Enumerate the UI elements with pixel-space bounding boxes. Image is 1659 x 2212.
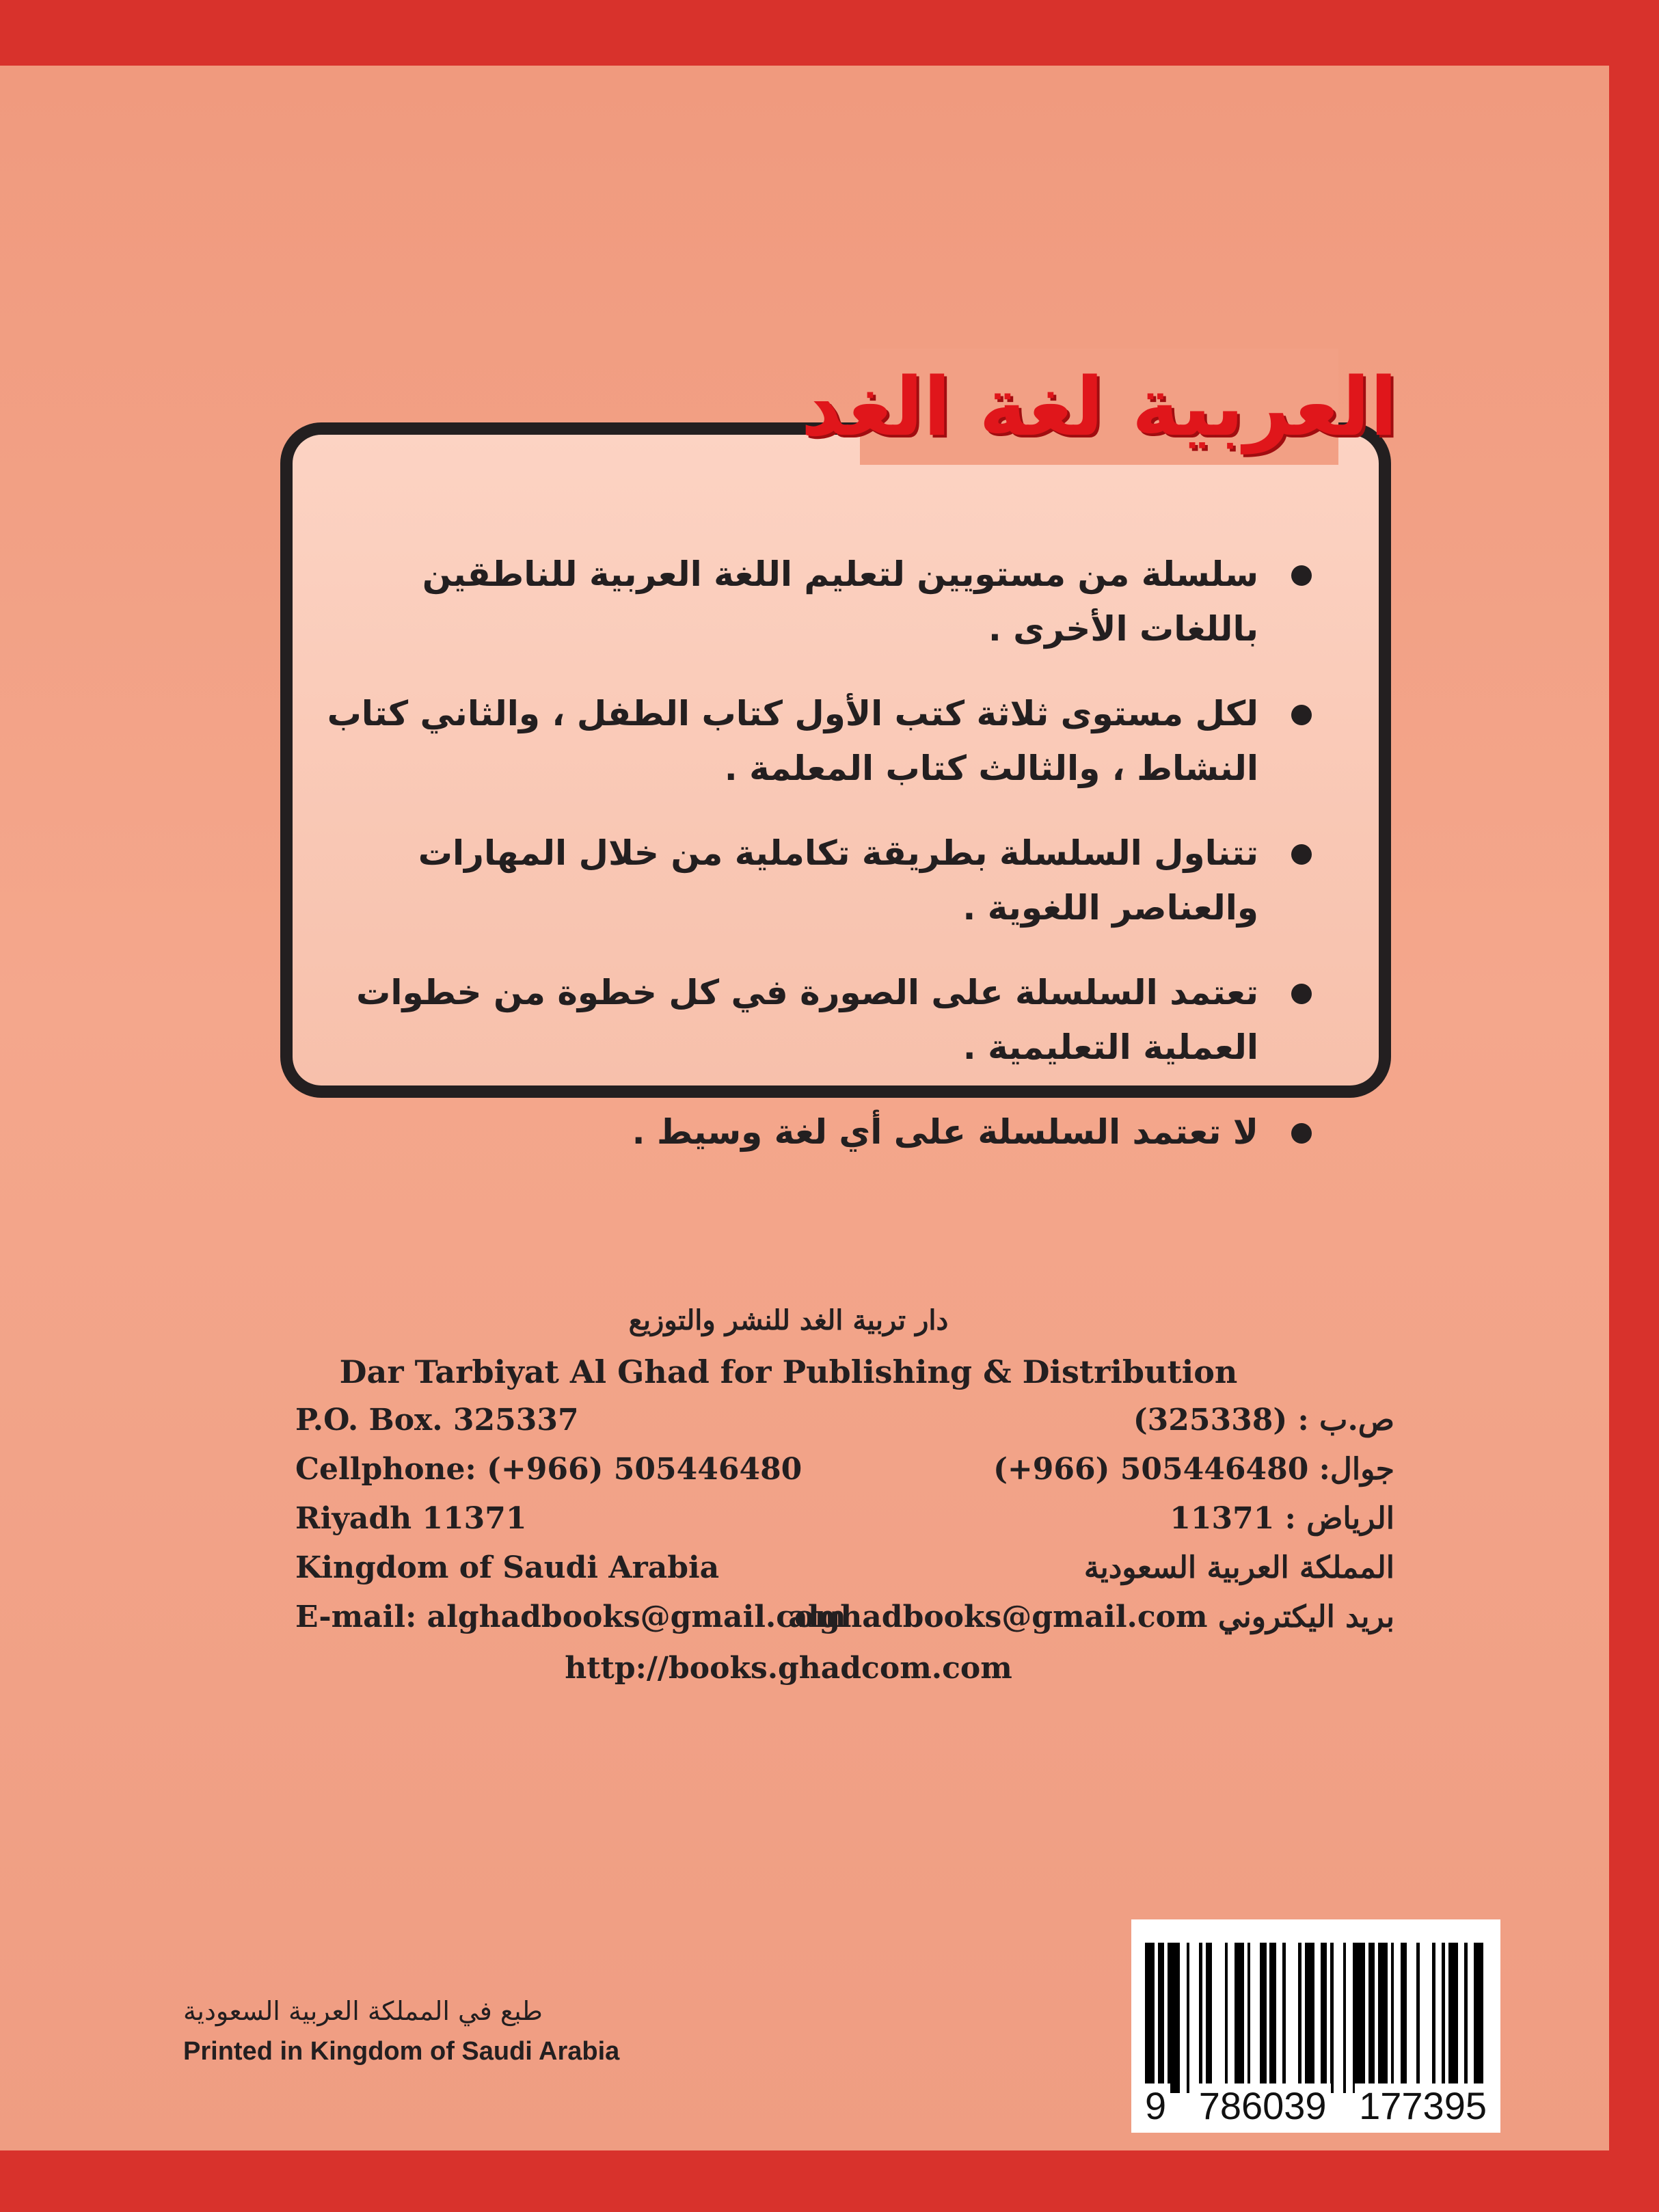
- po-box-ar: ص.ب : (325338): [1133, 1403, 1394, 1438]
- city-en: Riyadh 11371: [295, 1501, 527, 1536]
- barcode-bar: [1474, 1943, 1483, 2093]
- barcode-bar: [1353, 1943, 1366, 2093]
- bullet-icon: [1291, 844, 1312, 865]
- city-ar: الرياض : 11371: [1170, 1501, 1394, 1536]
- feature-item: [319, 965, 1317, 1075]
- features-list: [319, 547, 1317, 1189]
- barcode-bar: [1435, 1943, 1442, 2093]
- barcode-bar: [1401, 1943, 1407, 2093]
- barcode-bar: [1448, 1943, 1458, 2093]
- country-en: Kingdom of Saudi Arabia: [295, 1550, 720, 1585]
- barcode-bar: [1235, 1943, 1244, 2093]
- barcode-bar: [1483, 1943, 1487, 2093]
- publisher-name-en: Dar Tarbiyat Al Ghad for Publishing & Distribution: [339, 1353, 1238, 1390]
- feature-item: [319, 1105, 1317, 1159]
- barcode-bar: [1260, 1943, 1266, 2093]
- barcode-bar: [1458, 1943, 1464, 2093]
- cellphone-ar: جوال: 505446480 (966+): [993, 1452, 1394, 1487]
- cellphone-en: Cellphone: (+966) 505446480: [295, 1452, 802, 1487]
- bullet-icon: [1291, 565, 1312, 586]
- barcode-digit-group: 786039: [1195, 2083, 1331, 2128]
- website-link[interactable]: http://books.ghadcom.com: [565, 1651, 1012, 1686]
- barcode-bars: [1145, 1943, 1487, 2093]
- barcode-bar: [1314, 1943, 1321, 2093]
- barcode-bar: [1305, 1943, 1314, 2093]
- printed-in-ar: طبع في المملكة العربية السعودية: [183, 1996, 543, 2026]
- barcode-bar: [1378, 1943, 1388, 2093]
- barcode-bar: [1368, 1943, 1375, 2093]
- barcode-bar: [1269, 1943, 1276, 2093]
- barcode-bar: [1228, 1943, 1234, 2093]
- feature-text: تتناول السلسلة بطريقة تكاملية من خلال المهارات والعناصر اللغوية .: [418, 833, 1258, 928]
- barcode-bar: [1168, 1943, 1181, 2093]
- barcode-bar: [1334, 1943, 1343, 2093]
- barcode-bar: [1189, 1943, 1199, 2093]
- feature-text: لا تعتمد السلسلة على أي لغة وسيط .: [632, 1112, 1258, 1152]
- barcode-digit-group: 177395: [1355, 2083, 1491, 2128]
- isbn-barcode: [1131, 1919, 1500, 2133]
- feature-item: [319, 686, 1317, 796]
- publisher-name-ar: دار تربية الغد للنشر والتوزيع: [628, 1304, 949, 1336]
- barcode-bar: [1250, 1943, 1260, 2093]
- barcode-bar: [1145, 1943, 1155, 2093]
- series-title-banner: [800, 349, 1398, 465]
- feature-text: سلسلة من مستويين لتعليم اللغة العربية للناطقين باللغات الأخرى .: [422, 554, 1258, 649]
- country-ar: المملكة العربية السعودية: [1083, 1550, 1394, 1585]
- bullet-icon: [1291, 705, 1312, 725]
- barcode-number: [1141, 2083, 1491, 2128]
- bullet-icon: [1291, 1123, 1312, 1144]
- barcode-bar: [1346, 1943, 1352, 2093]
- barcode-bar: [1321, 1943, 1327, 2093]
- bullet-icon: [1291, 984, 1312, 1004]
- barcode-bar: [1286, 1943, 1299, 2093]
- barcode-bar: [1180, 1943, 1186, 2093]
- barcode-bar: [1420, 1943, 1433, 2093]
- barcode-bar: [1276, 1943, 1282, 2093]
- feature-item: [319, 826, 1317, 935]
- feature-item: [319, 547, 1317, 656]
- feature-text: لكل مستوى ثلاثة كتب الأول كتاب الطفل ، والثاني كتاب النشاط ، والثالث كتاب المعلمة .: [327, 694, 1258, 788]
- barcode-bar: [1206, 1943, 1212, 2093]
- email-ar[interactable]: بريد اليكتروني alghadbooks@gmail.com: [788, 1600, 1394, 1634]
- barcode-bar: [1158, 1943, 1164, 2093]
- barcode-bar: [1212, 1943, 1225, 2093]
- barcode-bar: [1468, 1943, 1474, 2093]
- po-box-en: P.O. Box. 325337: [295, 1403, 579, 1438]
- feature-text: تعتمد السلسلة على الصورة في كل خطوة من خطوات العملية التعليمية .: [356, 973, 1258, 1067]
- barcode-bar: [1407, 1943, 1416, 2093]
- barcode-bar: [1394, 1943, 1400, 2093]
- series-title: العربية لغة الغد: [800, 360, 1398, 454]
- barcode-digit-group: 9: [1141, 2083, 1170, 2128]
- printed-in-en: Printed in Kingdom of Saudi Arabia: [183, 2037, 620, 2066]
- email-en[interactable]: E-mail: alghadbooks@gmail.com: [295, 1600, 846, 1634]
